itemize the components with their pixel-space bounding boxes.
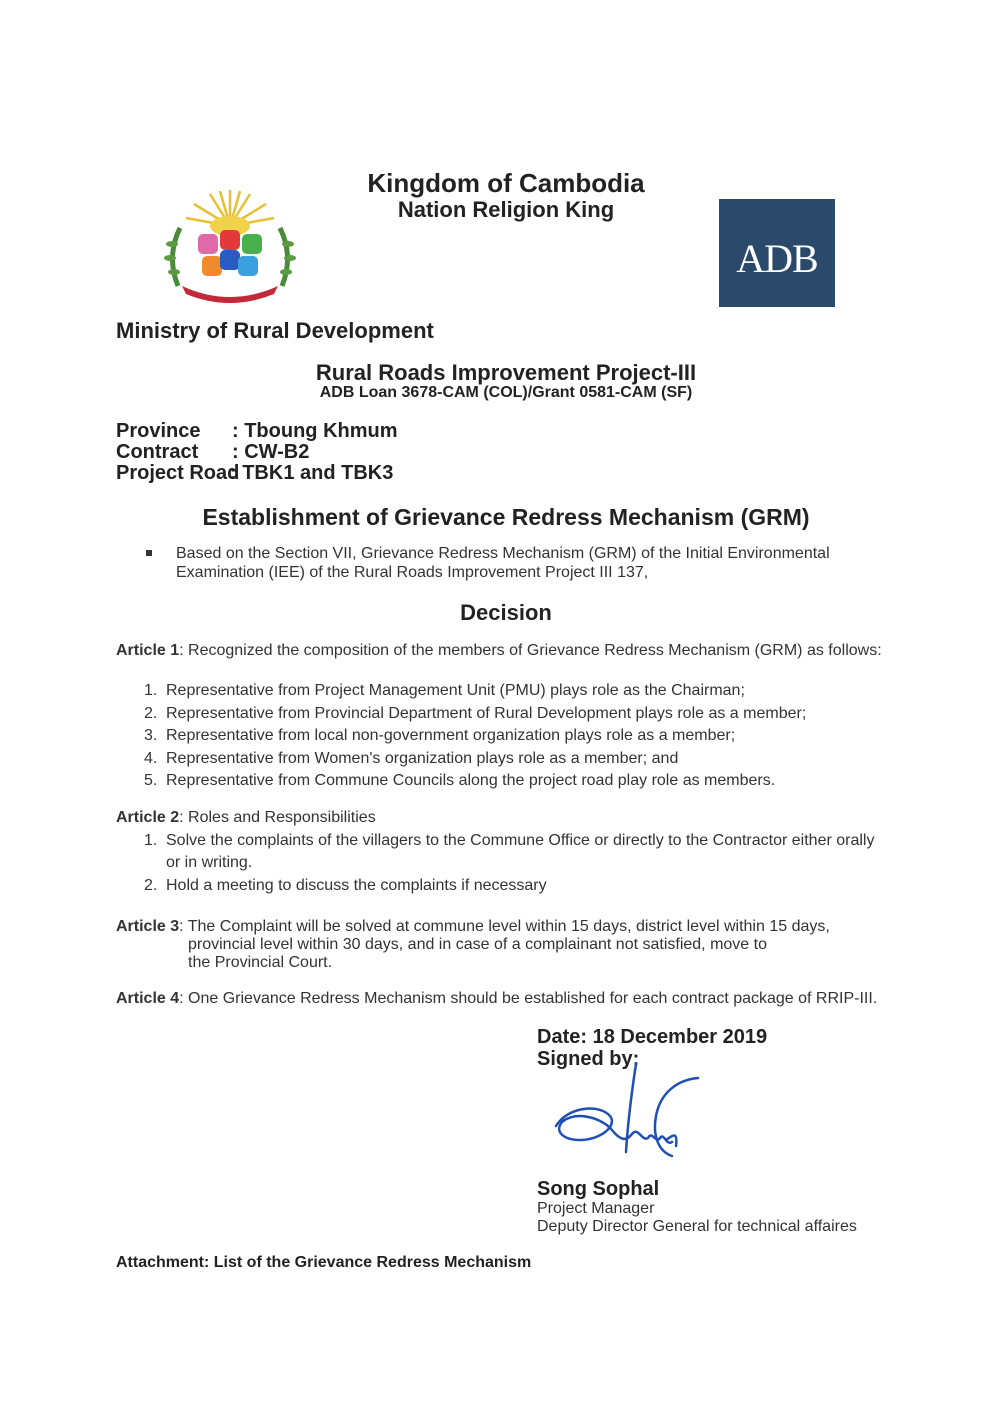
ministry-name: Ministry of Rural Development — [116, 318, 434, 343]
attachment-note: Attachment: List of the Grievance Redress Mechanism — [116, 1254, 532, 1271]
contract-value: : CW-B2 — [232, 441, 310, 463]
article-3-line-1: : The Complaint will be solved at commune level within 15 days, district level within 15 days, — [179, 918, 830, 935]
article-1-label: Article 1 — [116, 642, 180, 659]
basis-line-1: Based on the Section VII, Grievance Redress Mechanism (GRM) of the Initial Environmental — [176, 545, 830, 562]
article-1-text: : Recognized the composition of the members of Grievance Redress Mechanism (GRM) as follows: — [179, 642, 882, 659]
province-label: Province — [116, 420, 201, 442]
list-item: 2. Representative from Provincial Department of Rural Development plays role as a member; — [144, 704, 807, 722]
article-2-item-2: 2. Hold a meeting to discuss the complaints if necessary — [144, 877, 547, 894]
list-item: 5. Representative from Commune Councils along the project road play role as members. — [144, 772, 776, 789]
list-item: 3. Representative from local non-government organization plays role as a member; — [144, 727, 736, 744]
adb-logo — [719, 199, 835, 307]
handwritten-signature — [548, 1060, 718, 1170]
article-4-text: : One Grievance Redress Mechanism should be established for each contract package of RRIP-III. — [179, 990, 878, 1007]
decision-heading: Decision — [460, 600, 552, 625]
article-1-list — [144, 680, 806, 793]
adb-logo-text: ADB — [736, 236, 818, 281]
article-4 — [116, 990, 877, 1008]
signed-by-label: Signed by: — [537, 1048, 640, 1070]
signer-role-1: Project Manager — [537, 1200, 655, 1217]
article-3 — [116, 918, 830, 936]
motto: Nation Religion King — [397, 197, 615, 222]
kingdom-title: Kingdom of Cambodia — [367, 168, 645, 198]
ministry-emblem — [160, 186, 300, 306]
list-item: 1. Representative from Project Management Unit (PMU) plays role as the Chairman; — [144, 682, 745, 699]
article-4-label: Article 4 — [116, 990, 180, 1007]
document-title: Establishment of Grievance Redress Mechanism (GRM) — [202, 504, 810, 530]
article-3-label: Article 3 — [116, 918, 180, 935]
article-2-item-1: 1. Solve the complaints of the villagers to the Commune Office or directly to the Contractor either orally — [144, 832, 875, 849]
province-value: : Tboung Khmum — [232, 420, 398, 442]
article-2-text: : Roles and Responsibilities — [179, 809, 376, 826]
article-2-item-1-cont: or in writing. — [166, 854, 253, 871]
road-label: Project Road — [116, 462, 240, 484]
project-title: Rural Roads Improvement Project-III — [315, 360, 697, 385]
article-2-label: Article 2 — [116, 809, 180, 826]
signature-date: Date: 18 December 2019 — [537, 1026, 768, 1048]
article-2 — [116, 809, 376, 827]
basis-line-2: Examination (IEE) of the Rural Roads Improvement Project III 137, — [176, 564, 649, 581]
bullet-icon — [146, 550, 152, 556]
road-value: : TBK1 and TBK3 — [230, 462, 394, 484]
signer-name: Song Sophal — [537, 1178, 660, 1200]
article-3-line-3: the Provincial Court. — [188, 954, 333, 971]
article-3-line-2: provincial level within 30 days, and in case of a complainant not satisfied, move to — [188, 936, 767, 953]
loan-line: ADB Loan 3678-CAM (COL)/Grant 0581-CAM (SF) — [319, 384, 693, 401]
contract-label: Contract — [116, 441, 199, 463]
list-item: 4. Representative from Women's organization plays role as a member; and — [144, 749, 679, 767]
signer-role-2: Deputy Director General for technical affaires — [537, 1218, 857, 1235]
article-1 — [116, 642, 882, 660]
